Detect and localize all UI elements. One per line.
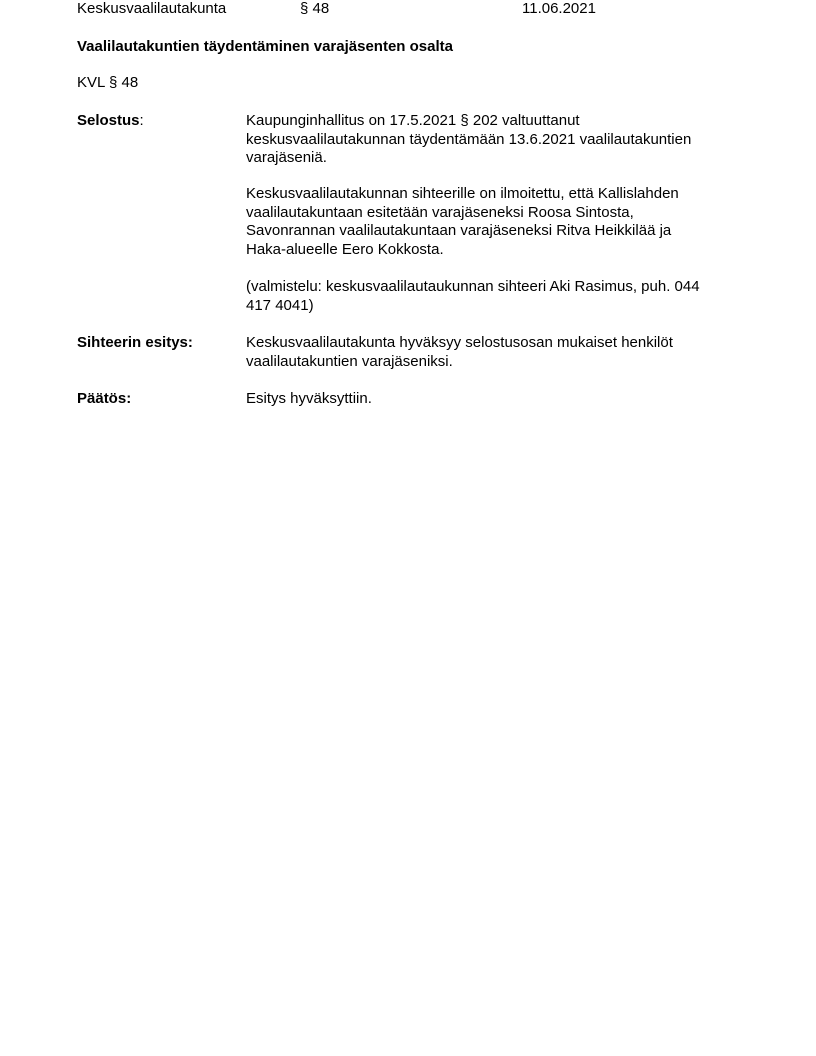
- text-line: Kaupunginhallitus on 17.5.2021 § 202 valtuuttanut: [246, 112, 580, 129]
- text-line: vaalilautakuntien varajäseniksi.: [246, 352, 453, 370]
- text-line: Haka-alueelle Eero Kokkosta.: [246, 240, 444, 258]
- selostus-paragraph-1: [246, 112, 746, 168]
- text-line: vaalilautakuntaan esitetään varajäseneksi Roosa Sintosta,: [246, 203, 634, 221]
- esitys-paragraph: [246, 334, 746, 371]
- text-line: Keskusvaalilautakunta hyväksyy selostusosan mukaiset henkilöt: [246, 334, 673, 351]
- paatos-paragraph: [246, 390, 746, 409]
- text-line: Esitys hyväksyttiin.: [246, 390, 372, 407]
- esitys-label: Sihteerin esitys:: [77, 334, 193, 351]
- text-line: (valmistelu: keskusvaalilautaukunnan sihteeri Aki Rasimus, puh. 044: [246, 278, 700, 295]
- header-organization: Keskusvaalilautakunta: [77, 0, 227, 17]
- text-line: keskusvaalilautakunnan täydentämään 13.6.2021 vaalilautakuntien: [246, 130, 692, 148]
- selostus-label: [77, 112, 144, 129]
- text-line: 417 4041): [246, 296, 314, 314]
- selostus-label-text: Selostus: [77, 112, 140, 129]
- document-reference: KVL § 48: [77, 74, 139, 91]
- selostus-label-colon: :: [139, 112, 144, 129]
- document-title: Vaalilautakuntien täydentäminen varajäsenten osalta: [77, 38, 453, 55]
- selostus-paragraph-3: [246, 278, 746, 315]
- text-line: varajäseniä.: [246, 149, 327, 166]
- paatos-label: Päätös:: [77, 390, 132, 407]
- text-line: Keskusvaalilautakunnan sihteerille on ilmoitettu, että Kallislahden: [246, 185, 679, 202]
- header-date: 11.06.2021: [522, 0, 596, 17]
- selostus-paragraph-2: [246, 185, 746, 259]
- text-line: Savonrannan vaalilautakuntaan varajäseneksi Ritva Heikkilää ja: [246, 222, 672, 239]
- header-section-number: § 48: [300, 0, 330, 17]
